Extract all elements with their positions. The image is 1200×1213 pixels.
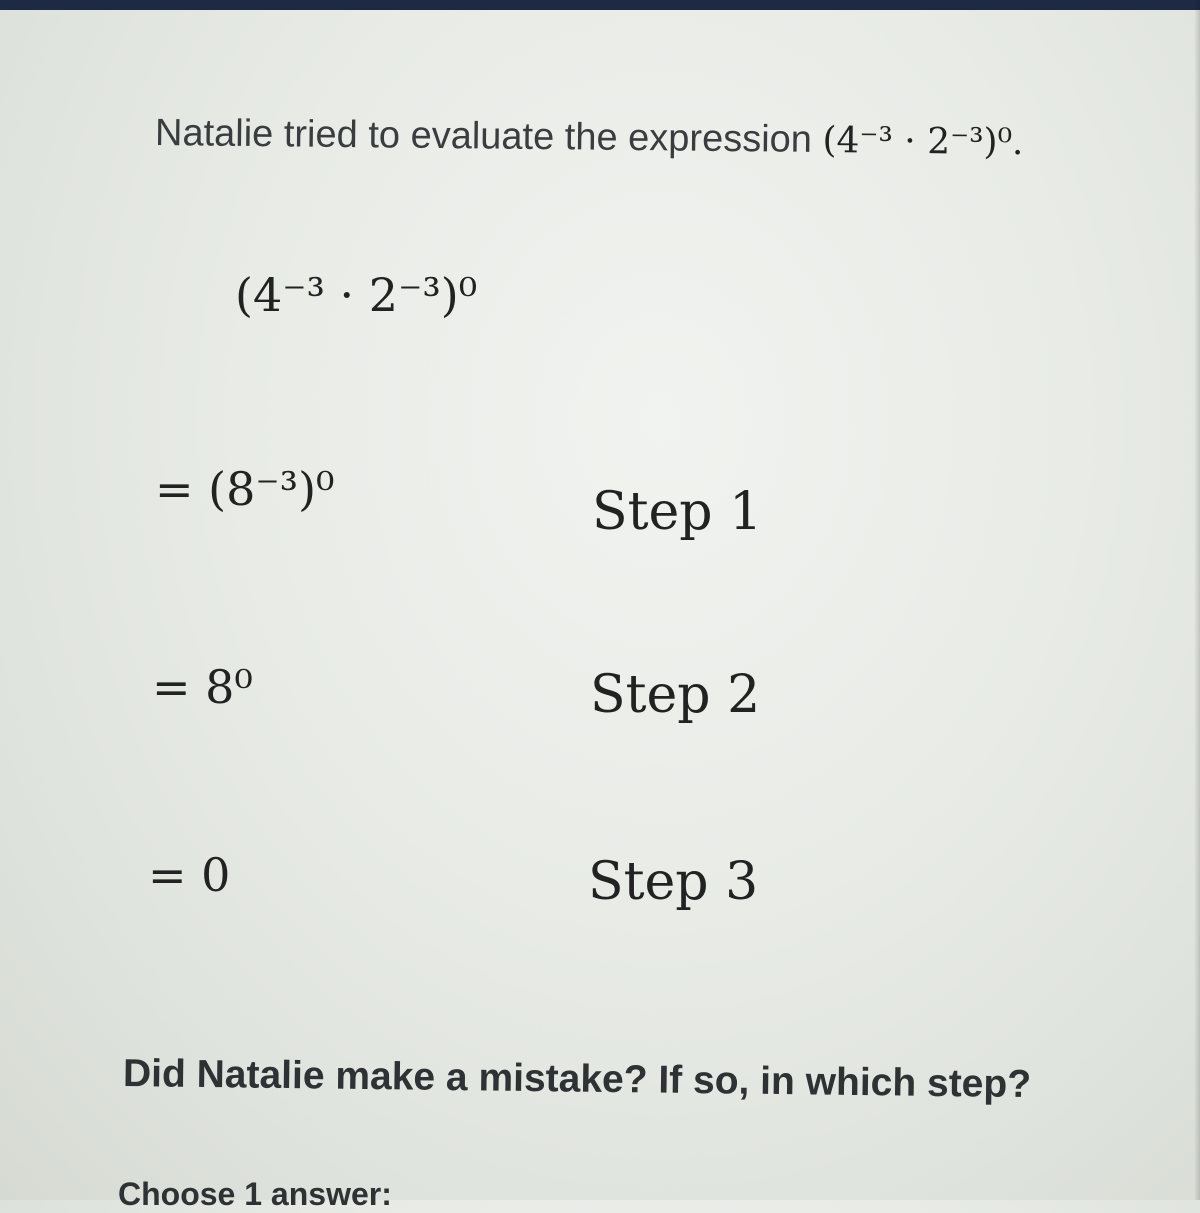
step-3-expression: = 0 [148, 848, 231, 902]
step-2-label: Step 2 [590, 665, 761, 725]
step-3-label: Step 3 [588, 852, 759, 912]
step-1-label: Step 1 [592, 482, 763, 542]
step-2-expression: = 8⁰ [152, 660, 253, 714]
prompt-expression: (4⁻³ · 2⁻³)⁰. [822, 119, 1024, 164]
question-text: Did Natalie make a mistake? If so, in which step? [122, 1052, 1032, 1107]
problem-prompt [155, 112, 1024, 164]
top-bar [0, 0, 1200, 10]
screen-edge [1194, 0, 1200, 1200]
step-1-expression: = (8⁻³)⁰ [155, 462, 335, 516]
prompt-text: Natalie tried to evaluate the expression [154, 112, 813, 161]
choose-answer-label: Choose 1 answer: [118, 1176, 392, 1212]
initial-expression: (4⁻³ · 2⁻³)⁰ [235, 268, 478, 322]
